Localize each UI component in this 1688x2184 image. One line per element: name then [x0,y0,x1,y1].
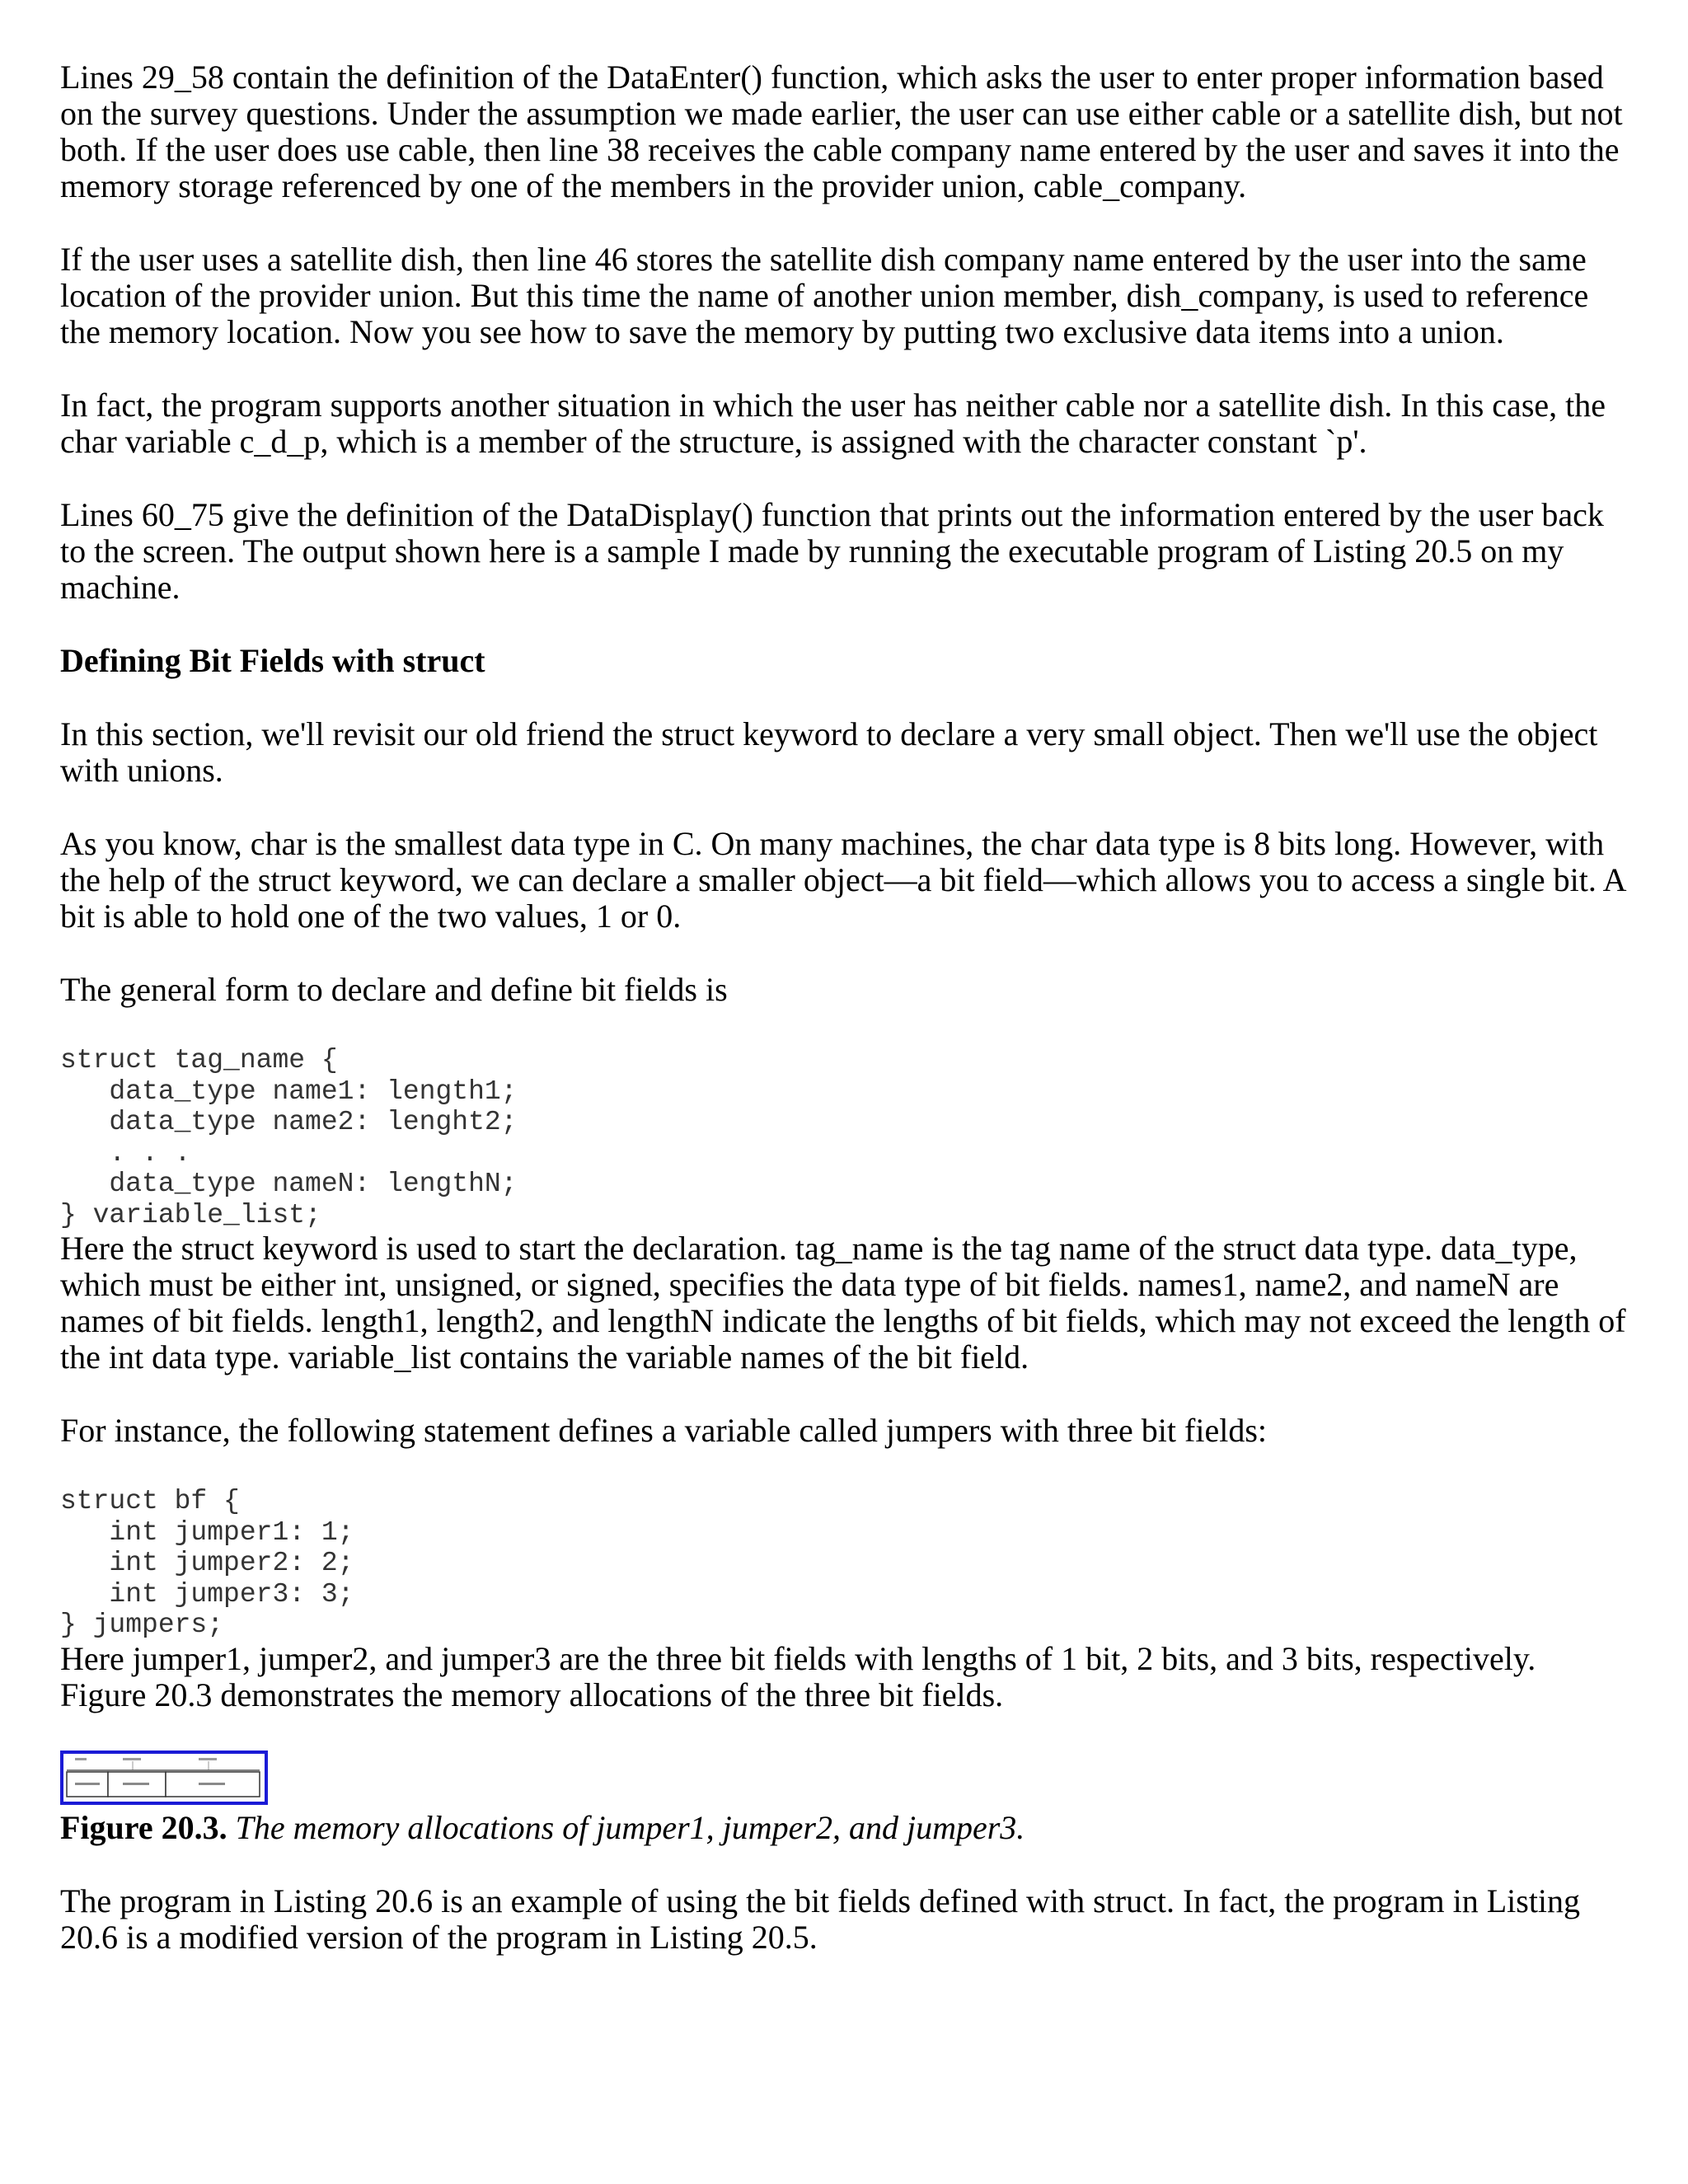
paragraph-neither: In fact, the program supports another situation in which the user has neither cable nor a satellite dish. In this case, the char variable c_d_p, which is a member of the structure, is assigned with the character constant `p'. [60,387,1606,460]
figure-caption-text: The memory allocations of jumper1, jumper2, and jumper3. [227,1808,1025,1846]
code-line: } variable_list; [60,1199,321,1230]
code-line: struct tag_name { [60,1045,338,1076]
document-page [60,59,1626,1993]
figure-label: Figure 20.3. [60,1808,227,1846]
code-line: data_type name1: length1; [60,1076,518,1107]
paragraph-char-smallest: As you know, char is the smallest data type in C. On many machines, the char data type is 8 bits long. However, with the help of the struct keyword, we can declare a smaller object—a bit field—which allows you to access a single bit. A bit is able to hold one of the two values, 1 or 0. [60,825,1625,935]
paragraph-for-instance: For instance, the following statement defines a variable called jumpers with three bit fields: [60,1412,1268,1449]
paragraph-before-figure: Here jumper1, jumper2, and jumper3 are the three bit fields with lengths of 1 bit, 2 bits, and 3 bits, respectively. Figure 20.3 demonstrates the memory allocations of the three bit fields. [60,1639,1536,1713]
code-line: } jumpers; [60,1610,224,1640]
paragraph-datadisplay: Lines 60_75 give the definition of the DataDisplay() function that prints out the information entered by the user back to the screen. The output shown here is a sample I made by running the executable program of Listing 20.5 on my machine. [60,496,1604,606]
code-line: data_type nameN: lengthN; [60,1169,518,1199]
code-line: int jumper1: 1; [60,1516,354,1548]
figure-20-3 [60,1750,1626,1846]
memory-allocation-thumbnail-icon [63,1754,265,1802]
paragraph-general-form: The general form to declare and define bit fields is [60,971,728,1008]
paragraph-explanation: Here the struct keyword is used to start the declaration. tag_name is the tag name of the struct data type. data_type, which must be either int, unsigned, or signed, specifies the data type of bit fields. names1, name2, and nameN are names of bit fields. length1, length2, and lengthN indicate the lengths of bit fields, which may not exceed the length of the int data type. variable_list contains the variable names of the bit field. [60,1230,1626,1376]
code-block-general-form [60,1045,1626,1230]
code-line: struct bf { [60,1486,240,1516]
paragraph-satellite-dish: If the user uses a satellite dish, then line 46 stores the satellite dish company name entered by the user into the same location of the provider union. But this time the name of another union member, dish_company, is used to reference the memory location. Now you see how to save the memory by putting two exclusive data items into a union. [60,241,1589,350]
code-line: int jumper2: 2; [60,1548,354,1578]
code-line: data_type name2: lenght2; [60,1107,518,1137]
paragraph-intro: In this section, we'll revisit our old friend the struct keyword to declare a very small object. Then we'll use the object with unions. [60,715,1598,789]
figure-caption [60,1810,1626,1846]
code-line: . . . [60,1137,191,1169]
code-block-jumpers [60,1486,1626,1641]
paragraph-dataenter: Lines 29_58 contain the definition of the DataEnter() function, which asks the user to enter proper information based on the survey questions. Under the assumption we made earlier, the user can use either cable or a satellite dish, but not both. If the user does use cable, then line 38 receives the cable company name entered by the user and saves it into the memory storage referenced by one of the members in the provider union, cable_company. [60,59,1623,204]
figure-thumbnail-link[interactable] [60,1750,268,1805]
code-line: int jumper3: 3; [60,1578,354,1610]
section-heading: Defining Bit Fields with struct [60,642,485,679]
paragraph-final: The program in Listing 20.6 is an example of using the bit fields defined with struct. In fact, the program in Listing 20.6 is a modified version of the program in Listing 20.5. [60,1882,1581,1956]
